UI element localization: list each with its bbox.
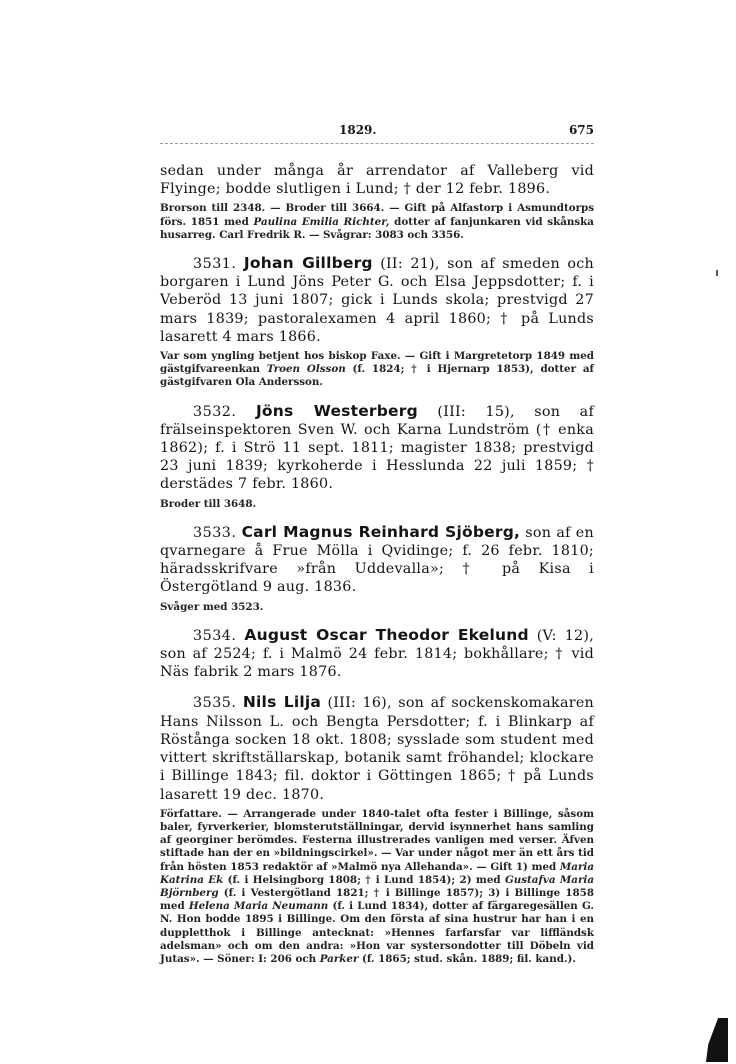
spouse-name: Paulina Emilia Richter, <box>253 215 390 228</box>
entry-body: (II: 21), son af smeden och borgaren i Lund Jöns Peter G. och Elsa Jeppsdotter; f. i Veberöd 13 juni 1807; gick i Lunds skola; prestvigd 27 mars 1839; pastoralexamen 4 april 1860; † på Lunds lasarett 4 mars 1866. <box>160 256 594 345</box>
entry-name: Nils Lilja <box>242 693 322 712</box>
entry-name: Johan Gillberg <box>243 254 373 273</box>
page-number: 675 <box>568 123 594 137</box>
scan-edge-mark <box>706 1018 728 1062</box>
entry-3535-note <box>160 808 594 966</box>
entry-3531-note <box>160 350 594 390</box>
note-text: Författare. — Arrangerade under 1840-talet ofta fester i Billinge, såsom baler, fyrverkerier, blomsterutställningar, dervid isynnerhet hans samling af georginer berömdes. Festerna illustrerades vanligen med verser. Äfven stiftade han der en »bildningscirkel». — Var under något mer än ett års tid från hösten 1853 redaktör af »Malmö nya Allehanda». — Gift 1) med <box>160 807 594 873</box>
note-text: (f. i Helsingborg 1808; † i Lund 1854); 2) med <box>223 873 505 886</box>
entry-name: Jöns Westerberg <box>255 401 418 420</box>
entry-number: 3534. <box>193 627 237 644</box>
entry-body: (III: 15), son af frälseinspektoren Sven W. och Karna Lundström († enka 1862); f. i Strö 11 sept. 1811; magister 1838; prestvigd 23 juni 1839; kyrkoherde i Hesslunda 22 juli 1859; † derstädes 7 febr. 1860. <box>160 403 594 493</box>
note-text: (f. i Lund 1834), dotter af färgaregesällen G. N. Hon bodde 1895 i Billinge. Om den första af sina hustrur har han i en duppletthok i Billinge antecknat: »Hennes farfarsfar var liffländsk adelsman» och om den andra: »Hon var systersondotter till Döbeln vid Jutas». — Söner: I: 206 och <box>160 900 594 965</box>
entry-name: Carl Magnus Reinhard Sjöberg, <box>241 522 521 541</box>
note-text: dotter af fanjunkaren vid skånska husarreg. Carl Fredrik R. — Svågrar: 3083 och 3356. <box>160 215 594 241</box>
entry-body: (V: 12), son af 2524; f. i Malmö 24 febr. 1814; bokhållare; † vid Näs fabrik 2 mars 1876. <box>160 627 595 681</box>
text-column <box>160 162 594 966</box>
spouse-name: Maria Katrina Ek <box>160 860 594 886</box>
note-text: (f. i Vestergötland 1821; † i Billinge 1857); 3) i Billinge 1858 med <box>160 886 594 913</box>
page-header <box>160 123 594 139</box>
entry-3533 <box>160 523 594 597</box>
entry-3532 <box>160 402 594 494</box>
continuation-text: sedan under många år arrendator af Valleberg vid Flyinge; bodde slutligen i Lund; † der 12 febr. 1896. <box>160 163 594 198</box>
entry-3533-note: Svåger med 3523. <box>160 600 264 613</box>
spouse-name: Helena Maria Neumann <box>188 900 329 913</box>
header-year: 1829. <box>339 123 377 137</box>
entry-3532-note: Broder till 3648. <box>160 497 257 510</box>
entry-body: (III: 16), son af sockenskomakaren Hans Nilsson L. och Bengta Persdotter; f. i Blinkarp af Röstånga socken 18 okt. 1808; sysslade som student med vittert skriftställarskap, botanik samt fröhandel; klockare i Billinge 1843; fil. doktor i Göttingen 1865; † på Lunds lasarett 19 dec. 1870. <box>160 695 594 803</box>
spouse-name: Troen Olsson <box>266 363 346 376</box>
entry-name: August Oscar Theodor Ekelund <box>244 625 529 644</box>
entry-3531 <box>160 254 594 346</box>
entry-number: 3532. <box>193 403 237 420</box>
entry-number: 3533. <box>193 524 237 541</box>
note-text: (f. 1865; stud. skån. 1889; fil. kand.). <box>358 952 576 965</box>
entry-number: 3531. <box>193 256 237 273</box>
son-name: Parker <box>319 952 359 965</box>
note-text: Brorson till 2348. — Broder till 3664. — Gift på Alfastorp i Asmundtorps förs. 1851 med <box>160 202 594 228</box>
note-text: Var som yngling betjent hos biskop Faxe. — Gift i Margretetorp 1849 med gästgifvareenkan <box>160 350 594 376</box>
spouse-name: Gustafva Maria Björnberg <box>160 873 594 899</box>
continuation-note <box>160 202 594 242</box>
entry-3535 <box>160 693 594 803</box>
entry-3534 <box>160 626 594 682</box>
header-rule <box>160 143 594 144</box>
entry-body: son af en qvarnegare å Frue Mölla i Qvidinge; f. 26 febr. 1810; häradsskrifvare »från Uddevalla»; † på Kisa i Östergötland 9 aug. 1836. <box>160 524 594 596</box>
entry-number: 3535. <box>193 695 237 712</box>
note-text: (f. 1824; † i Hjernarp 1853), dotter af gästgifvaren Ola Andersson. <box>160 363 594 389</box>
margin-mark <box>716 270 718 276</box>
